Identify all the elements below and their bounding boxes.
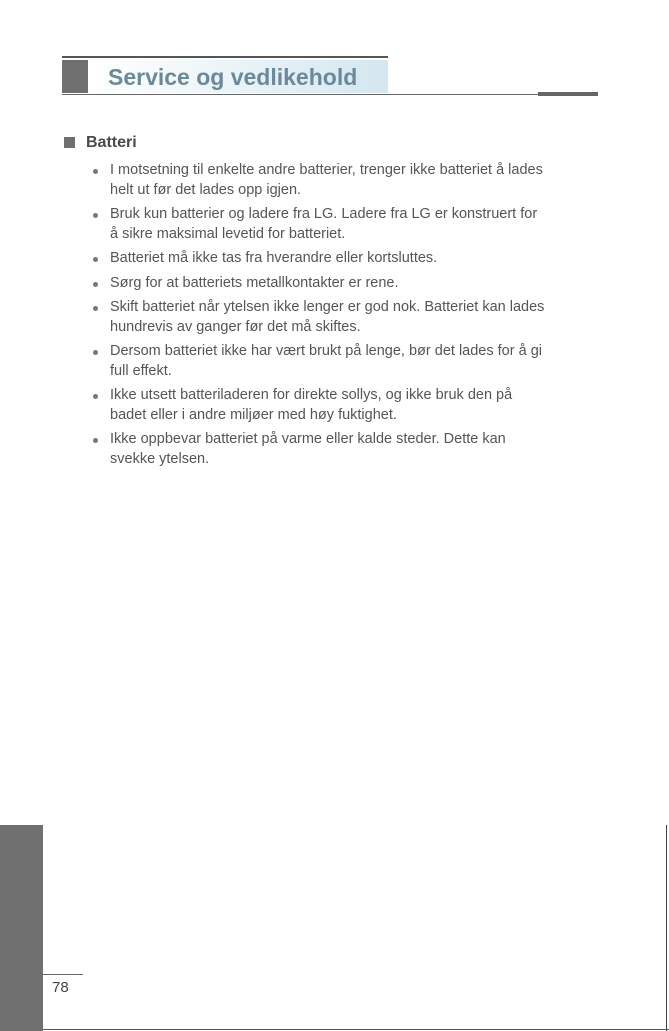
list-item xyxy=(90,430,600,469)
bullet-list xyxy=(90,161,600,474)
page-number-rule xyxy=(43,974,83,975)
side-tab xyxy=(0,825,43,1031)
bullet-dot-icon xyxy=(93,306,98,311)
list-item-text: Skift batteriet når ytelsen ikke lenger er god nok. Batteriet kan lades hundrevis av ganger før det må skiftes. xyxy=(110,299,545,335)
page-title: Service og vedlikehold xyxy=(108,64,358,90)
list-item xyxy=(90,274,600,294)
section-title: Batteri xyxy=(86,134,137,151)
list-item xyxy=(90,386,600,425)
bullet-dot-icon xyxy=(93,350,98,355)
bullet-dot-icon xyxy=(93,282,98,287)
list-item-text: Bruk kun batterier og ladere fra LG. Ladere fra LG er konstruert for å sikre maksimal levetid for batteriet. xyxy=(110,206,538,242)
list-item-text: Dersom batteriet ikke har vært brukt på lenge, bør det lades for å gi full effekt. xyxy=(110,343,542,379)
list-item-text: Ikke utsett batteriladeren for direkte sollys, og ikke bruk den på badet eller i andre miljøer med høy fuktighet. xyxy=(110,387,513,423)
header-bottom-rule xyxy=(62,94,598,95)
header-separator xyxy=(90,60,92,93)
header-top-rule xyxy=(62,56,388,58)
page-header xyxy=(0,0,669,110)
list-item-text: Batteriet må ikke tas fra hverandre eller kortsluttes. xyxy=(110,250,438,266)
bullet-dot-icon xyxy=(93,213,98,218)
page-number: 78 xyxy=(52,979,69,996)
list-item-text: I motsetning til enkelte andre batterier, trenger ikke batteriet å lades helt ut før det lades opp igjen. xyxy=(110,162,543,198)
list-item xyxy=(90,161,600,200)
list-item-text: Ikke oppbevar batteriet på varme eller kalde steder. Dette kan svekke ytelsen. xyxy=(110,431,506,467)
header-bottom-accent xyxy=(538,92,598,96)
page-bottom-edge xyxy=(43,1029,669,1030)
bullet-dot-icon xyxy=(93,438,98,443)
bullet-dot-icon xyxy=(93,394,98,399)
list-item-text: Sørg for at batteriets metallkontakter er rene. xyxy=(110,274,399,291)
section-square-icon xyxy=(64,137,75,148)
bullet-dot-icon xyxy=(93,257,98,262)
list-item xyxy=(90,342,600,381)
page-right-edge xyxy=(666,825,667,1031)
list-item xyxy=(90,249,600,269)
list-item xyxy=(90,298,600,337)
header-square-marker xyxy=(62,60,88,93)
list-item xyxy=(90,205,600,244)
bullet-dot-icon xyxy=(93,169,98,174)
